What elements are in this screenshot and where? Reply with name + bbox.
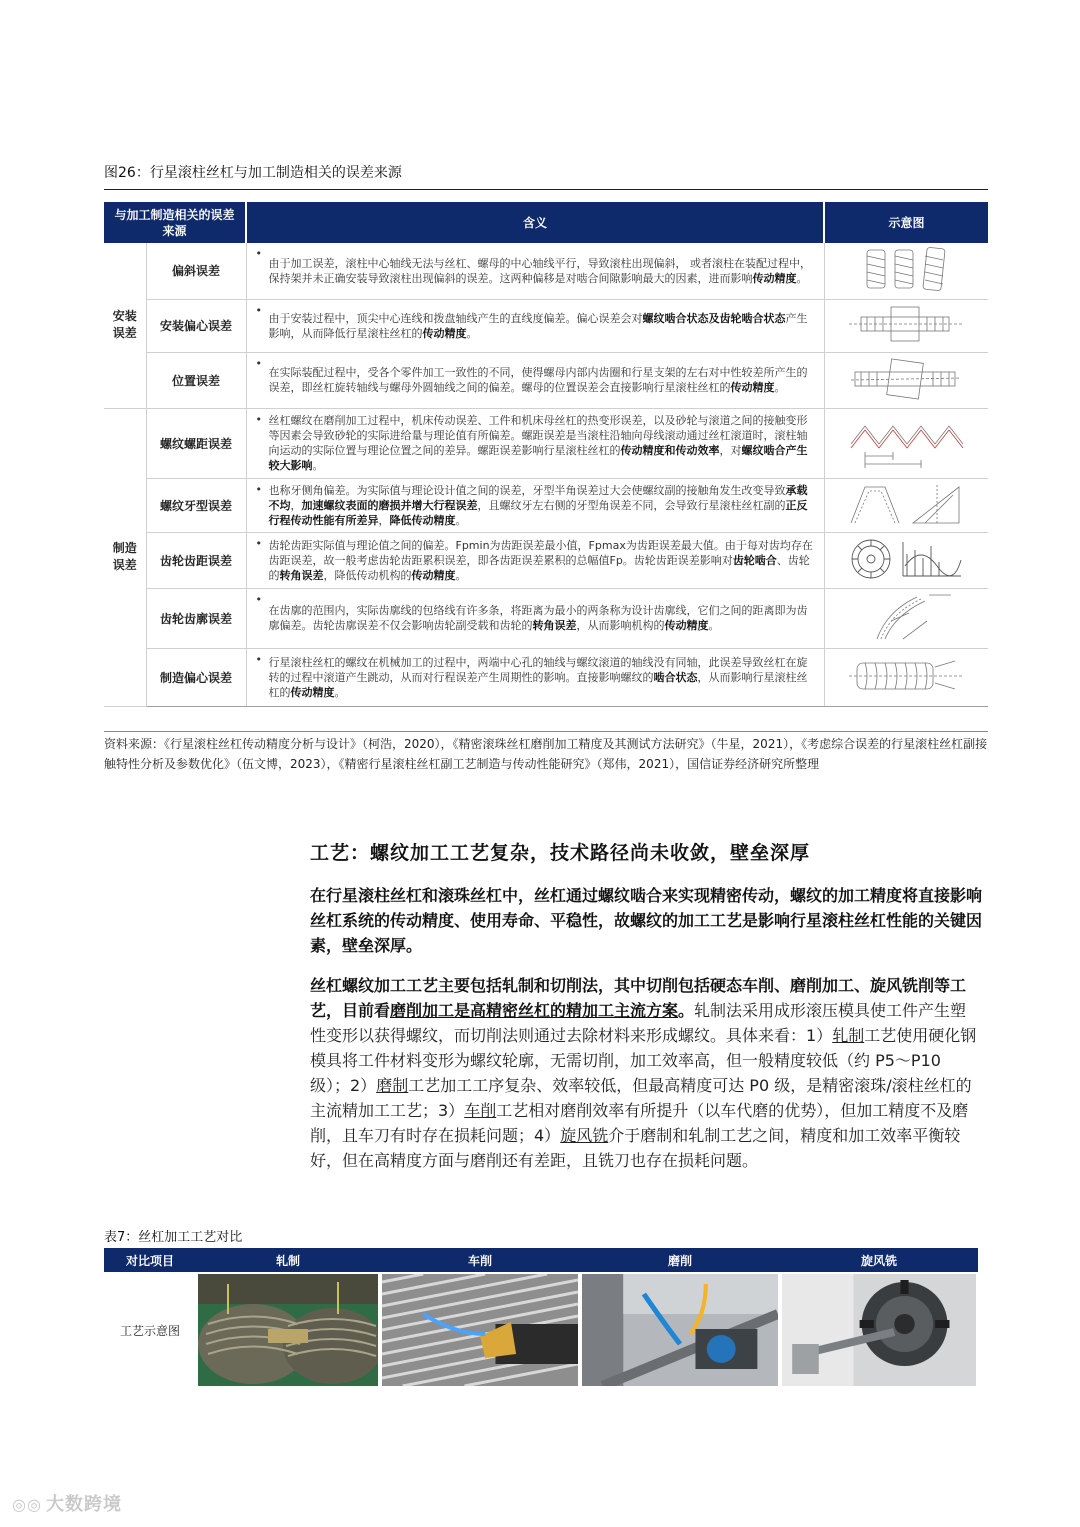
error-description: • 在齿廓的范围内，实际齿廓线的包络线有许多条，将距离为最小的两条称为设计齿廓线，它们之间的距离即为齿廓偏差。齿轮齿廓误差不仅会影响齿轮副受载和齿轮的转角误差，从而影响机构的传动精度。 <box>246 588 824 648</box>
error-description: • 由于加工误差，滚柱中心轴线无法与丝杠、螺母的中心轴线平行，导致滚柱出现偏斜， 或者滚柱在装配过程中，保持架并未正确安装导致滚柱出现偏斜的误差。这两种偏移是对啮合间隙影响最大的因素，进而影响传动精度。 <box>246 243 824 299</box>
figure-title: 图26：行星滚柱丝杠与加工制造相关的误差来源 <box>104 162 988 190</box>
pitch-figure <box>847 414 965 470</box>
position-figure <box>847 356 965 402</box>
whirling-photo <box>782 1274 976 1386</box>
error-table-header-row <box>104 202 988 243</box>
watermark-logo-icon: ◎◎ <box>12 1495 42 1514</box>
process-comparison-table <box>104 1248 978 1388</box>
table-row <box>104 1272 978 1388</box>
header-meaning: 含义 <box>246 202 824 243</box>
table-row <box>104 408 988 478</box>
error-description: • 齿轮齿距实际值与理论值之间的偏差。Fpmin为齿距误差最小值，Fpmax为齿距误差最大值。由于每对齿均存在齿距误差，故一般考虑齿轮齿距累积误差，即各齿距误差累积的总幅值Fp。齿轮齿距误差影响对齿轮啮合、齿轮的转角误差，降低传动机构的传动精度。 <box>246 532 824 588</box>
row-label: 工艺示意图 <box>119 1323 180 1338</box>
category-manufacture <box>104 408 146 706</box>
table-row <box>104 243 988 299</box>
error-name: 螺纹牙型误差 <box>146 478 246 532</box>
error-name: 齿轮齿距误差 <box>146 532 246 588</box>
error-description: • 行星滚柱丝杠的螺纹在机械加工的过程中，两端中心孔的轴线与螺纹滚道的轴线没有同轴，此误差导致丝杠在旋转的过程中滚道产生跳动，从而对行程误差产生周期性的影响。直接影响螺纹的啮合状态，从而影响行星滚柱丝杠的传动精度。 <box>246 648 824 706</box>
profile-figure <box>847 481 965 527</box>
turning-photo <box>382 1274 578 1386</box>
figure-source: 资料来源：《行星滚柱丝杠传动精度分析与设计》（柯浩，2020），《精密滚珠丝杠磨削加工精度及其测试方法研究》（牛星，2021），《考虑综合误差的行星滚柱丝杠副接触特性分析及参数优化》（伍文博，2023），《精密行星滚柱丝杠副工艺制造与传动性能研究》（郑伟，2021），国信证券经济研究所整理 <box>104 731 988 774</box>
table-row <box>104 588 988 648</box>
mfg-eccentric-figure <box>847 653 965 699</box>
header-rolling: 轧制 <box>196 1248 380 1272</box>
error-name: 制造偏心误差 <box>146 648 246 706</box>
paragraph-2: 丝杠螺纹加工工艺主要包括轧制和切削法，其中切削包括硬态车削、磨削加工、旋风铣削等工艺，目前看磨削加工是高精密丝杠的精加工主流方案。轧制法采用成形滚压模具使工件产生塑性变形以获得螺纹，而切削法则通过去除材料来形成螺纹。具体来看：1）轧制工艺使用硬化钢模具将工件材料变形为螺纹轮廓，无需切削，加工效率高，但一般精度较低（约 P5～P10 级）；2）磨制工艺加工工序复杂、效率较低，但最高精度可达 P0 级，是精密滚珠/滚柱丝杠的主流精加工工艺；3）车削工艺相对磨削效率有所提升（以车代磨的优势），但加工精度不及磨削，且车刀有时存在损耗问题；4）旋风铣介于磨制和轧制工艺之间，精度和加工效率平衡较好，但在高精度方面与磨削还有差距，且铣刀也存在损耗问题。 <box>310 976 977 1170</box>
gear-pitch-figure <box>847 536 965 582</box>
skew-figure <box>847 246 965 292</box>
error-name: 螺纹螺距误差 <box>146 408 246 478</box>
error-source-table <box>104 202 988 707</box>
gear-profile-figure <box>847 591 965 643</box>
error-name: 齿轮齿廓误差 <box>146 588 246 648</box>
category-manufacture-label: 制造误差 <box>112 541 137 572</box>
header-whirling: 旋风铣 <box>780 1248 978 1272</box>
error-name: 偏斜误差 <box>146 243 246 299</box>
table-row <box>104 299 988 352</box>
header-error-source-label: 与加工制造相关的误差来源 <box>114 207 235 238</box>
category-install-label: 安装误差 <box>112 309 137 341</box>
process-table-header-row <box>104 1248 978 1272</box>
error-name: 位置误差 <box>146 352 246 408</box>
table-row <box>104 478 988 532</box>
header-diagram: 示意图 <box>824 202 988 243</box>
header-turning: 车削 <box>380 1248 580 1272</box>
watermark <box>12 1490 122 1516</box>
rolling-photo <box>198 1274 378 1386</box>
error-description: • 由于安装过程中，顶尖中心连线和拨盘轴线产生的直线度偏差。偏心误差会对螺纹啮合状态及齿轮啮合状态产生影响，从而降低行星滚柱丝杠的传动精度。 <box>246 299 824 352</box>
section-title: 工艺：螺纹加工工艺复杂，技术路径尚未收敛，壁垒深厚 <box>310 842 811 864</box>
error-description: • 丝杠螺纹在磨削加工过程中，机床传动误差、工件和机床母丝杠的热变形误差，以及砂轮与滚道之间的接触变形等因素会导致砂轮的实际进给量与理论值有所偏差。螺距误差是当滚柱沿轴向母线滚动通过丝杠滚道时，滚柱轴向运动的实际位置与理论位置之间的差异。螺距误差影响行星滚柱丝杠的传动精度和传动效率，对螺纹啮合产生较大影响。 <box>246 408 824 478</box>
watermark-text: 大数跨境 <box>46 1494 122 1515</box>
table7-title: 表7：丝杠加工工艺对比 <box>104 1230 243 1245</box>
grinding-photo <box>582 1274 778 1386</box>
header-error-source <box>104 202 246 243</box>
table-row <box>104 352 988 408</box>
error-name: 安装偏心误差 <box>146 299 246 352</box>
header-compare-item: 对比项目 <box>104 1248 196 1272</box>
error-description: • 也称牙侧角偏差。为实际值与理论设计值之间的误差，牙型半角误差过大会使螺纹副的接触角发生改变导致承载不均，加速螺纹表面的磨损并增大行程误差，且螺纹牙左右侧的牙型角误差不同，会导致行星滚柱丝杠副的正反行程传动性能有所差异，降低传动精度。 <box>246 478 824 532</box>
table-row <box>104 532 988 588</box>
error-description: • 在实际装配过程中，受各个零件加工一致性的不同，使得螺母内部内齿圈和行星支架的左右对中性较差所产生的误差，即丝杠旋转轴线与螺母外圆轴线之间的偏差。螺母的位置误差会直接影响行星滚柱丝杠的传动精度。 <box>246 352 824 408</box>
table-row <box>104 648 988 706</box>
eccentric-figure <box>847 301 965 347</box>
header-grinding: 磨削 <box>580 1248 780 1272</box>
category-install <box>104 243 146 408</box>
paragraph-1: 在行星滚柱丝杠和滚珠丝杠中，丝杠通过螺纹啮合来实现精密传动，螺纹的加工精度将直接影响丝杠系统的传动精度、使用寿命、平稳性，故螺纹的加工工艺是影响行星滚柱丝杠性能的关键因素，壁垒深厚。 <box>310 886 983 955</box>
